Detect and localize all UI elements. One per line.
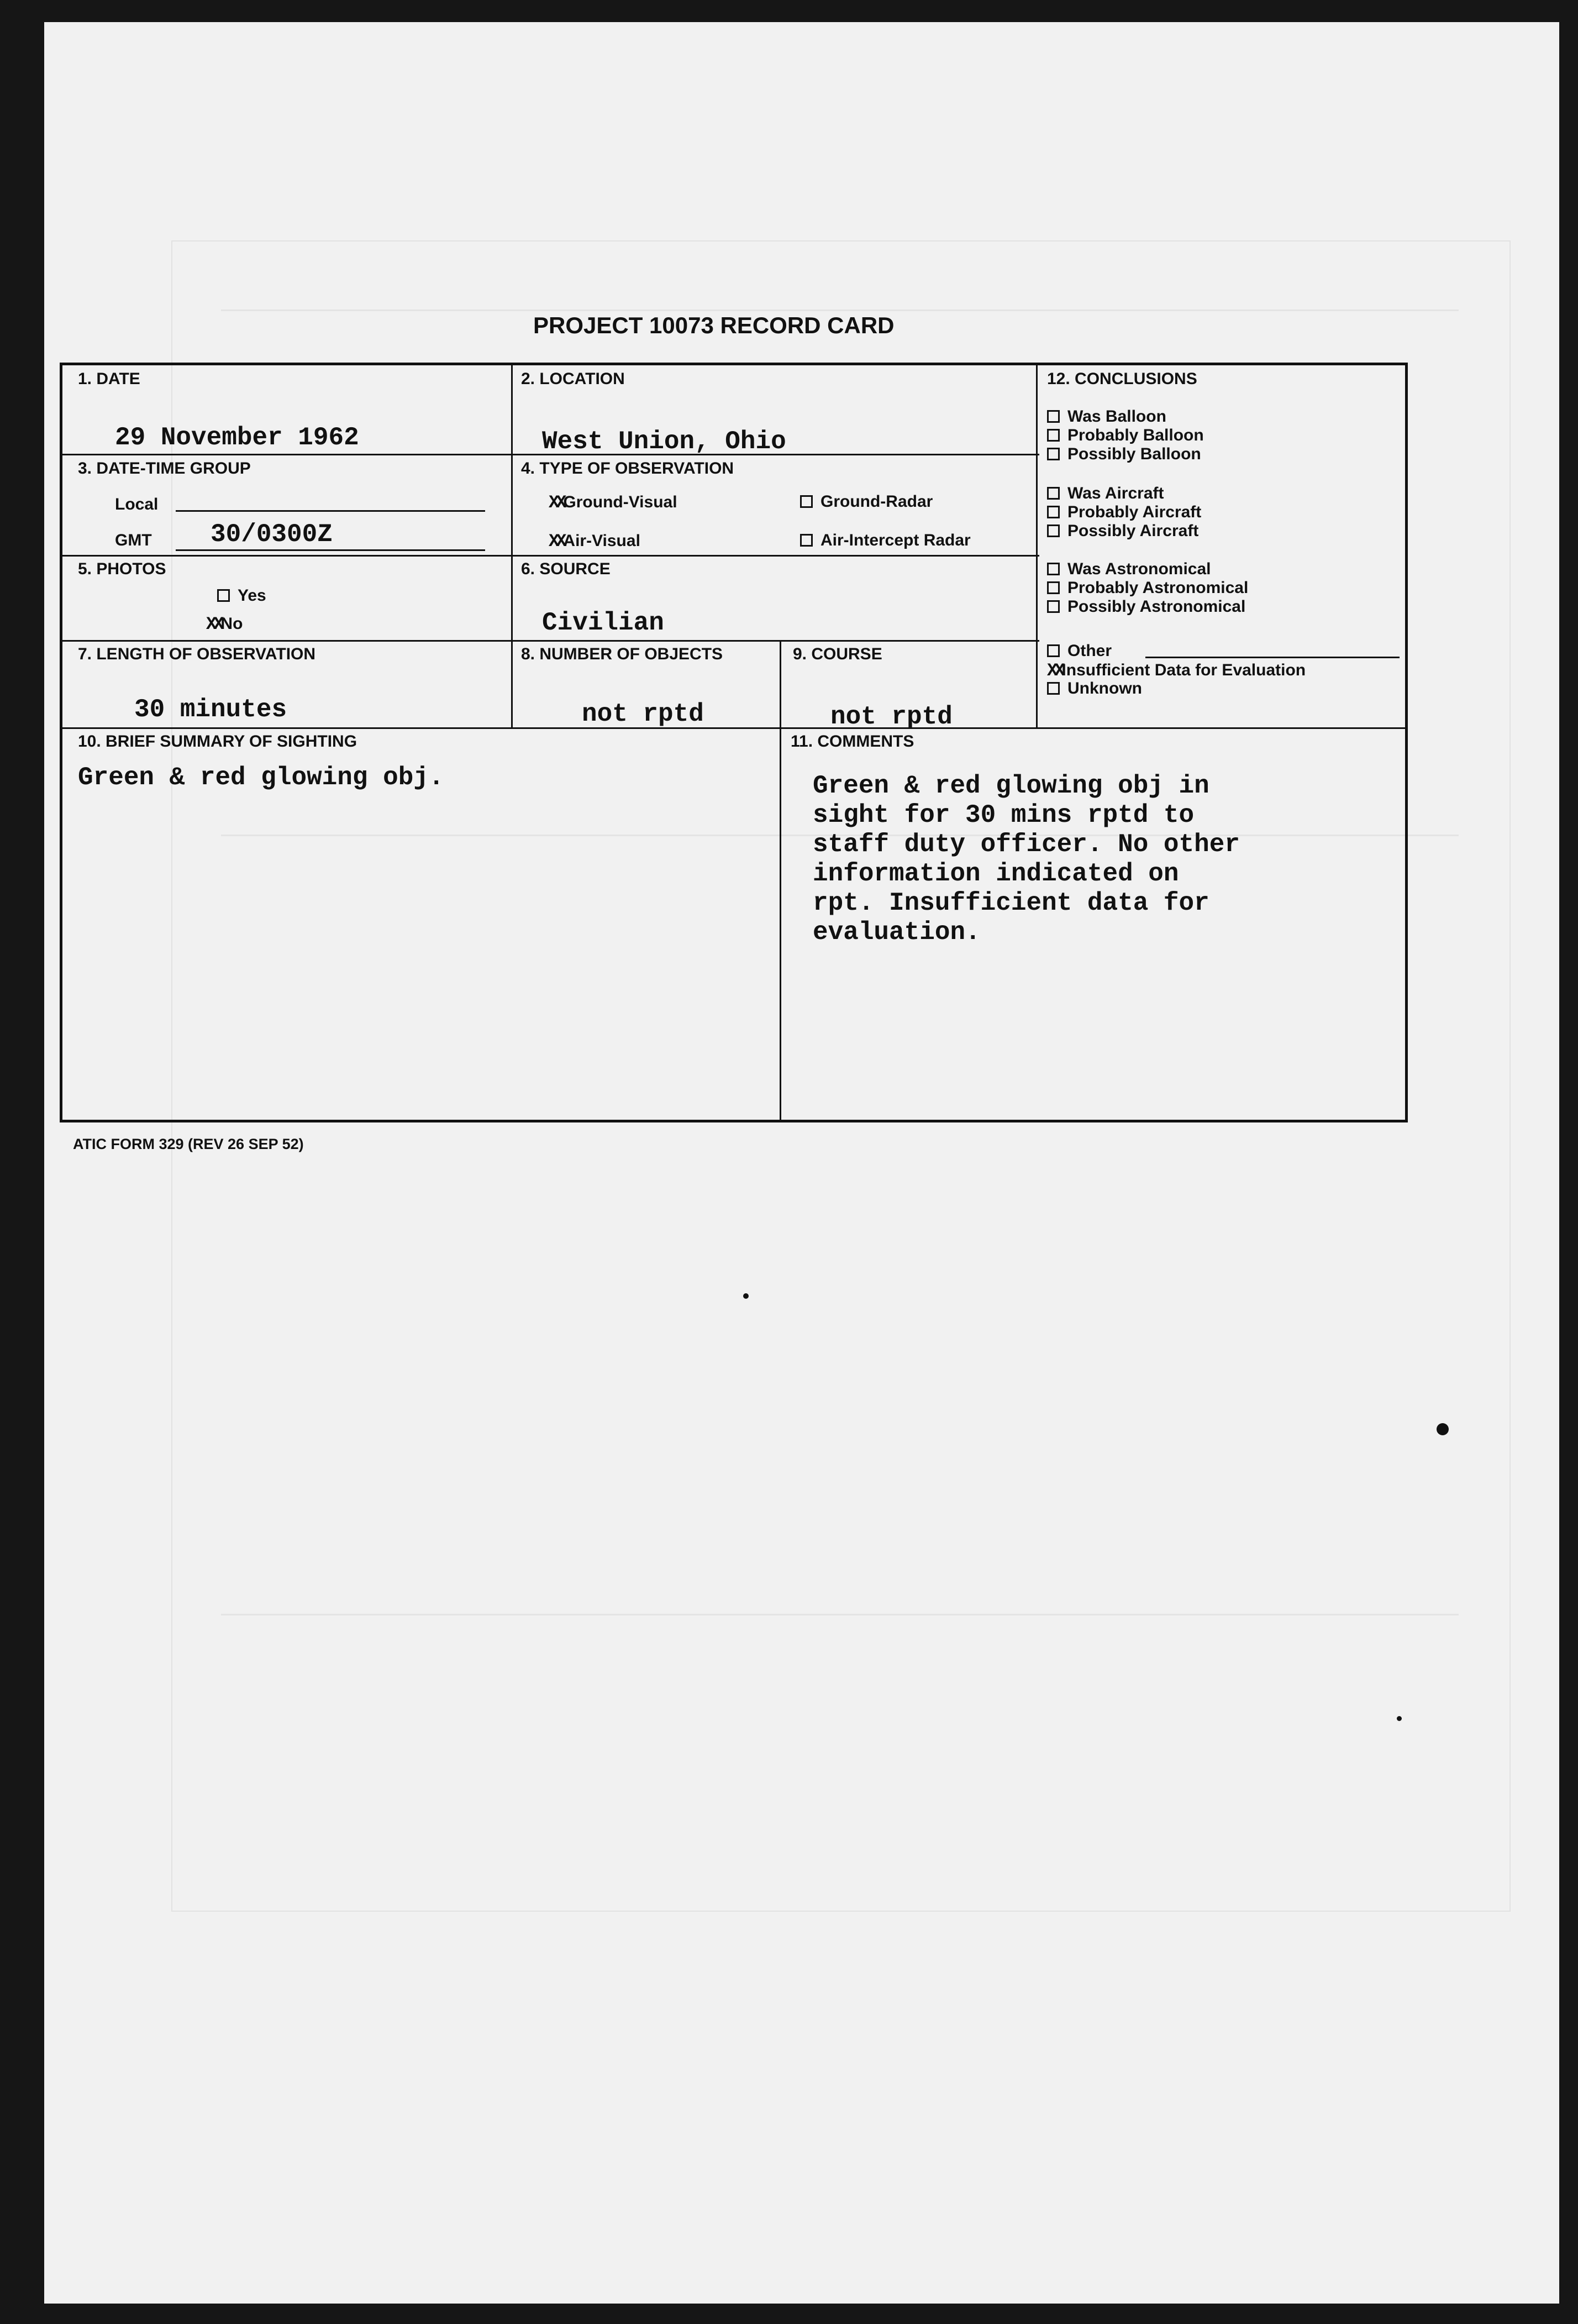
checkbox-icon [1047,448,1060,460]
ink-speck [1397,1716,1402,1721]
checked-mark: XX [549,531,564,552]
photos-yes-option: Yes [217,586,266,605]
checkbox-icon [1047,600,1060,613]
record-card [60,363,1408,1122]
checked-mark: XX [549,492,564,513]
comments-line: sight for 30 mins rptd to [813,801,1195,830]
checkbox-icon [1047,524,1060,537]
checkbox-icon [1047,410,1060,423]
local-label: Local [115,495,159,513]
checked-mark: XX [1047,660,1062,681]
checkbox-icon [217,589,230,602]
number-of-objects-value: not rptd [582,700,704,728]
checkbox-icon [800,534,813,547]
conclusion-was-astronomical: Was Astronomical [1047,560,1211,579]
conclusion-possibly-astronomical: Possibly Astronomical [1047,597,1245,616]
comments-line: information indicated on [813,859,1179,888]
ground-radar-option: Ground-Radar [800,492,933,511]
comments-line: rpt. Insufficient data for [813,889,1209,917]
conclusion-probably-astronomical: Probably Astronomical [1047,579,1248,597]
summary-label: 10. BRIEF SUMMARY OF SIGHTING [78,732,357,751]
checkbox-icon [1047,506,1060,518]
conclusion-insufficient-data: XXInsufficient Data for Evaluation [1047,660,1306,681]
conclusions-label: 12. CONCLUSIONS [1047,370,1197,388]
date-time-group-label: 3. DATE-TIME GROUP [78,459,251,478]
air-visual-option: XXAir-Visual [549,531,640,552]
date-label: 1. DATE [78,370,140,388]
checkbox-icon [1047,682,1060,695]
checkbox-icon [1047,563,1060,575]
conclusion-unknown: Unknown [1047,679,1142,698]
ink-speck [1437,1423,1449,1435]
source-value: Civilian [542,608,664,637]
conclusion-probably-balloon: Probably Balloon [1047,426,1204,445]
summary-value: Green & red glowing obj. [78,763,444,792]
comments-line: staff duty officer. No other [813,830,1240,859]
checkbox-icon [1047,429,1060,442]
comments-line: Green & red glowing obj in [813,772,1209,800]
course-label: 9. COURSE [793,645,882,663]
conclusion-probably-aircraft: Probably Aircraft [1047,503,1201,522]
form-footer: ATIC FORM 329 (REV 26 SEP 52) [73,1136,304,1152]
conclusion-possibly-aircraft: Possibly Aircraft [1047,522,1198,541]
card-title: PROJECT 10073 RECORD CARD [533,312,895,338]
checkbox-icon [1047,644,1060,657]
conclusion-was-balloon: Was Balloon [1047,407,1166,426]
checkbox-icon [1047,487,1060,500]
gmt-label: GMT [115,531,152,549]
comments-label: 11. COMMENTS [791,732,914,751]
checked-mark: XX [206,614,221,634]
checkbox-icon [1047,581,1060,594]
course-value: not rptd [830,702,953,731]
type-of-observation-label: 4. TYPE OF OBSERVATION [521,459,734,478]
checkbox-icon [800,495,813,508]
location-label: 2. LOCATION [521,370,625,388]
gmt-value: 30/0300Z [211,520,333,549]
air-intercept-radar-option: Air-Intercept Radar [800,531,971,550]
conclusion-possibly-balloon: Possibly Balloon [1047,445,1201,464]
photos-label: 5. PHOTOS [78,560,166,578]
conclusion-was-aircraft: Was Aircraft [1047,484,1164,503]
length-of-observation-value: 30 minutes [134,695,287,724]
length-of-observation-label: 7. LENGTH OF OBSERVATION [78,645,316,663]
photos-no-option: XXNo [206,614,243,634]
number-of-objects-label: 8. NUMBER OF OBJECTS [521,645,723,663]
ink-speck [743,1293,749,1299]
comments-line: evaluation. [813,918,981,947]
source-label: 6. SOURCE [521,560,611,578]
date-value: 29 November 1962 [115,423,359,452]
ground-visual-option: XXGround-Visual [549,492,677,513]
location-value: West Union, Ohio [542,427,786,456]
conclusion-other: Other [1047,642,1112,660]
